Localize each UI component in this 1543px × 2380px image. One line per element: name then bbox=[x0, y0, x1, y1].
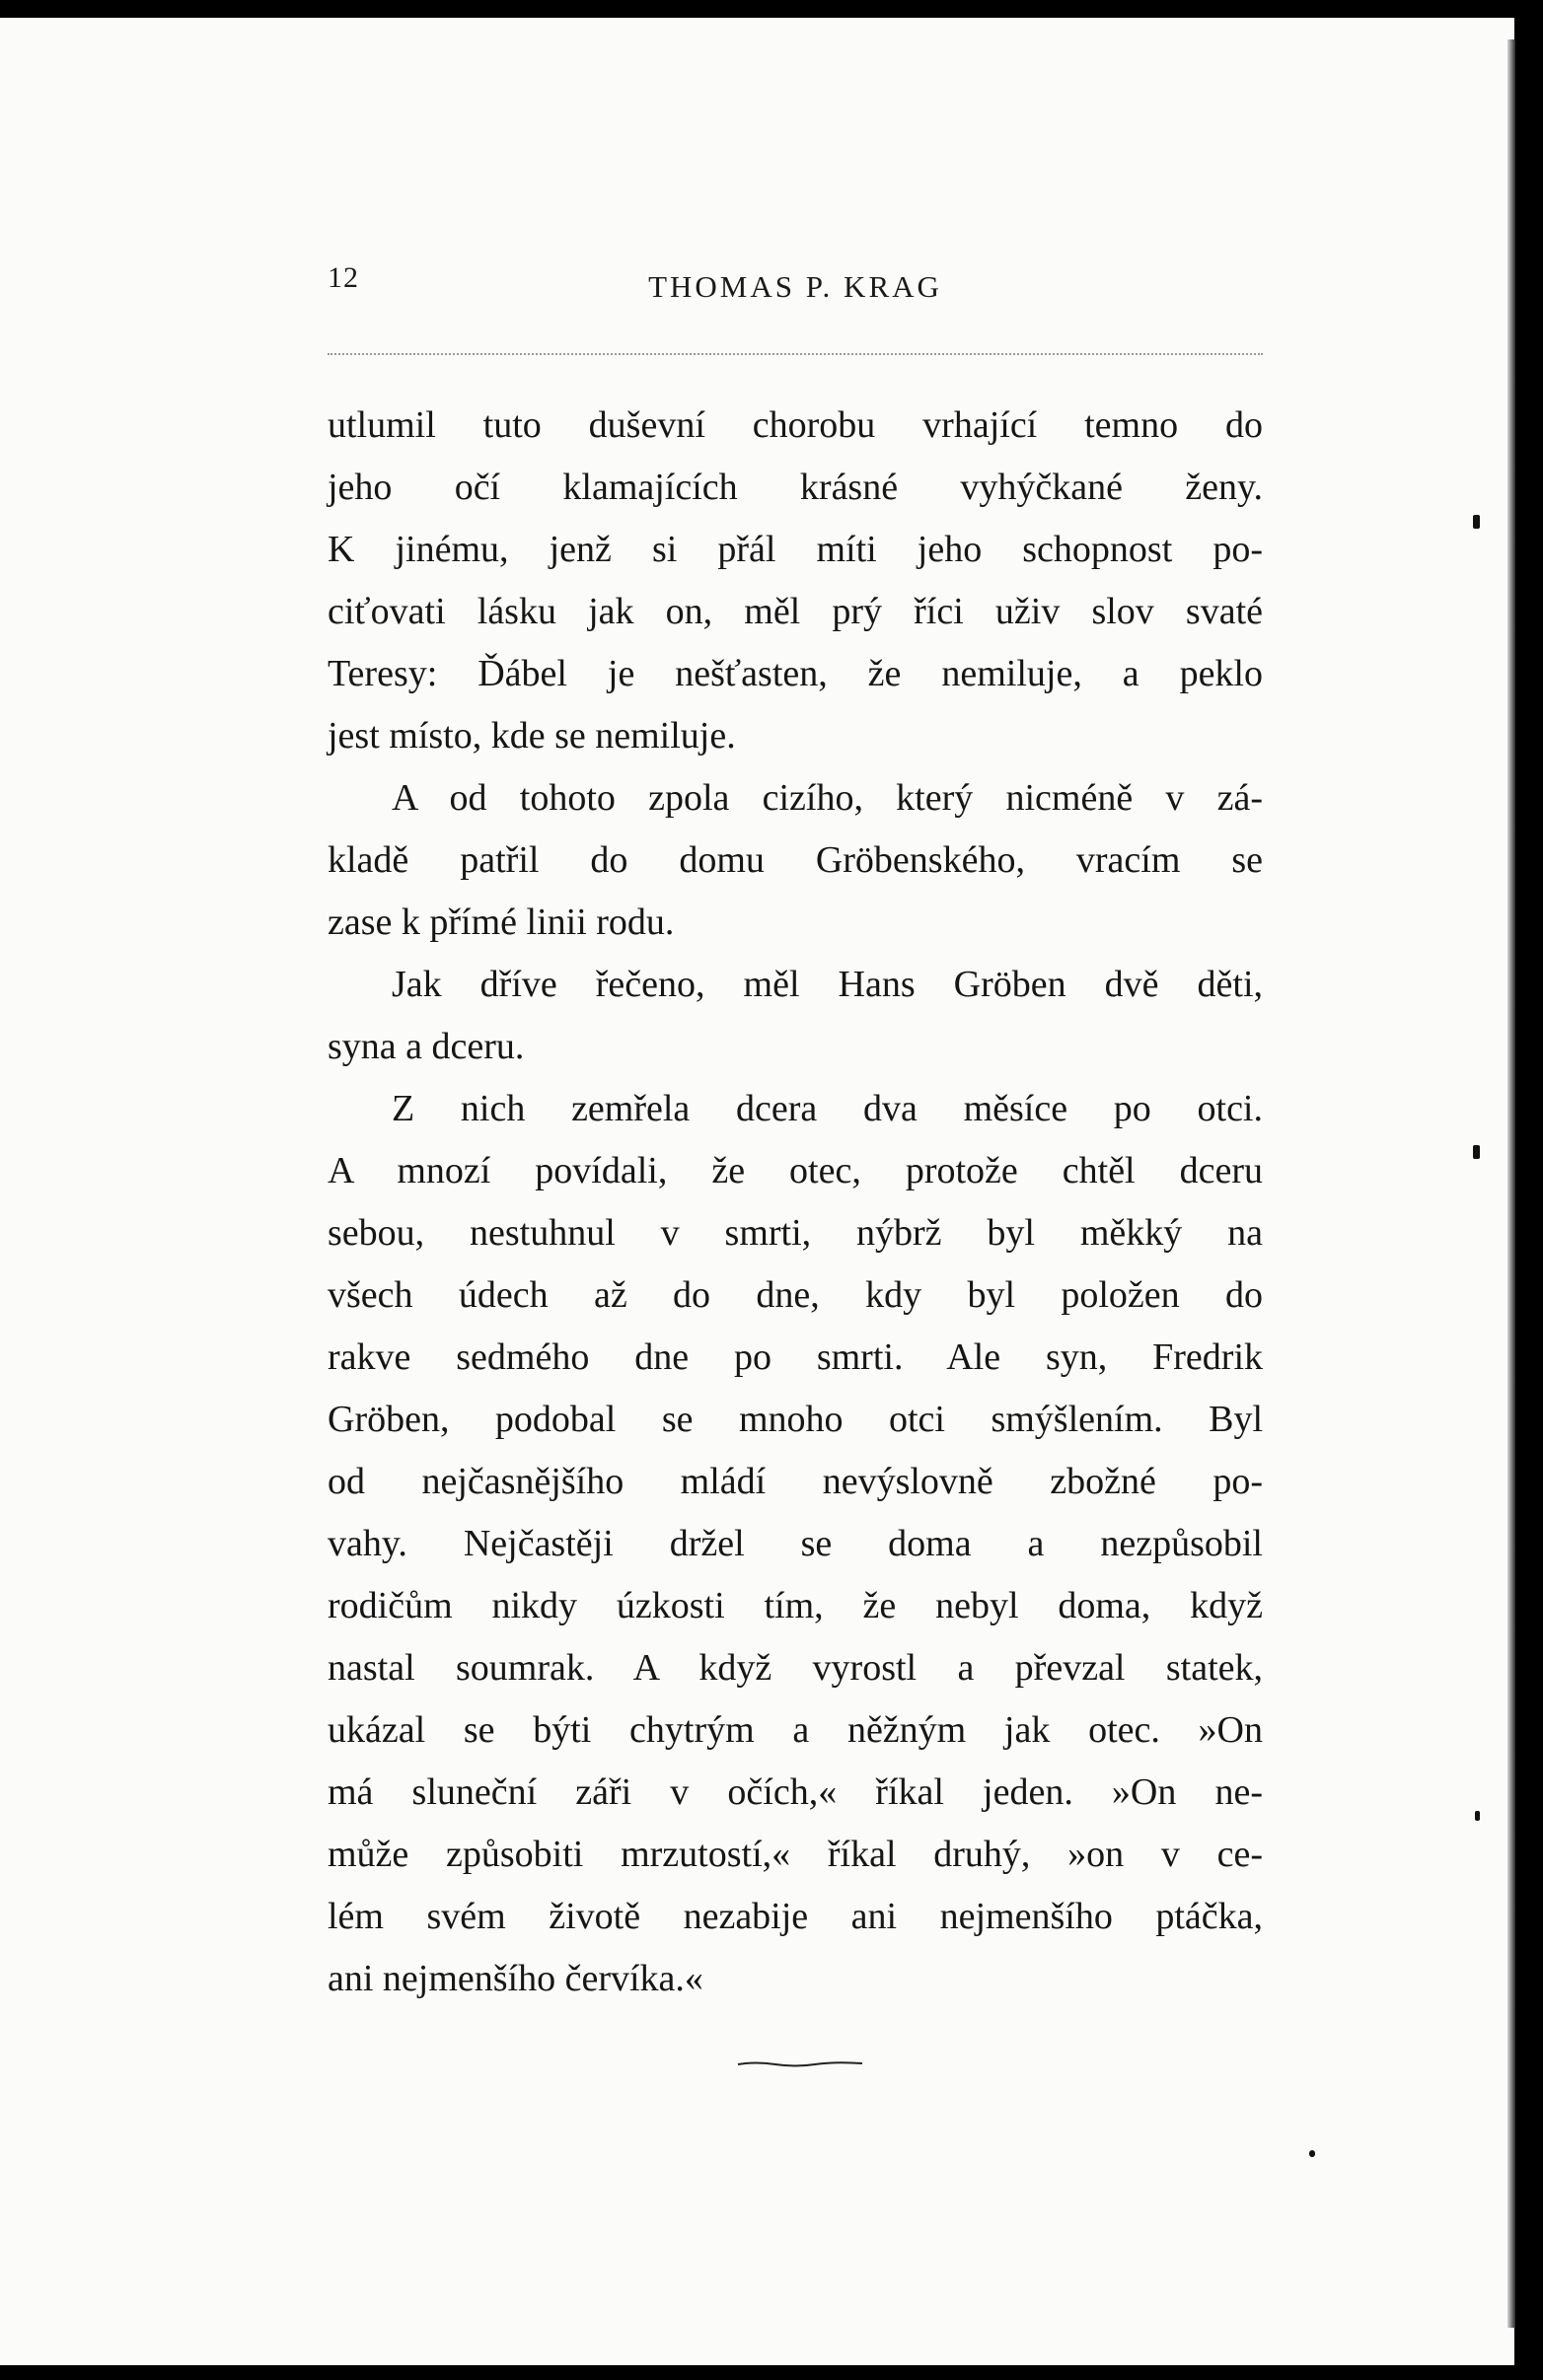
text-line: A mnozí povídali, že otec, protože chtěl dceru bbox=[328, 1150, 1263, 1191]
header-rule bbox=[328, 353, 1263, 355]
page-number: 12 bbox=[328, 261, 359, 294]
text-line: jest místo, kde se nemiluje. bbox=[328, 715, 736, 757]
text-line: syna a dceru. bbox=[328, 1026, 525, 1067]
body-text bbox=[328, 395, 1263, 2010]
text-line: Jak dříve řečeno, měl Hans Gröben dvě děti, bbox=[392, 964, 1263, 1005]
text-line: nastal soumrak. A když vyrostl a převzal statek, bbox=[328, 1647, 1263, 1689]
running-head: THOMAS P. KRAG bbox=[648, 269, 942, 304]
edge-mark bbox=[1473, 1145, 1480, 1159]
text-line: sebou, nestuhnul v smrti, nýbrž byl měkký na bbox=[328, 1212, 1263, 1254]
text-line: Gröben, podobal se mnoho otci smýšlením. Byl bbox=[328, 1399, 1263, 1440]
text-line: Z nich zemřela dcera dva měsíce po otci. bbox=[392, 1088, 1263, 1129]
page-header bbox=[328, 261, 1263, 311]
text-line: ciťovati lásku jak on, měl prý říci uživ slov svaté bbox=[328, 591, 1263, 632]
text-line: utlumil tuto duševní chorobu vrhající temno do bbox=[328, 404, 1263, 446]
text-line: A od tohoto zpola cizího, který nicméně v zá- bbox=[392, 777, 1263, 819]
text-line: kladě patřil do domu Gröbenského, vracím se bbox=[328, 839, 1263, 881]
text-line: od nejčasnějšího mládí nevýslovně zbožné po- bbox=[328, 1461, 1263, 1502]
edge-mark bbox=[1309, 2150, 1315, 2157]
text-line: ukázal se býti chytrým a něžným jak otec. »On bbox=[328, 1709, 1263, 1751]
text-line: rodičům nikdy úzkosti tím, že nebyl doma, když bbox=[328, 1585, 1263, 1626]
edge-mark bbox=[1473, 515, 1480, 529]
closing-ornament bbox=[736, 2057, 864, 2069]
text-line: Teresy: Ďábel je nešťasten, že nemiluje, a peklo bbox=[328, 653, 1263, 694]
text-line: lém svém životě nezabije ani nejmenšího ptáčka, bbox=[328, 1896, 1263, 1937]
text-line: všech údech až do dne, kdy byl položen do bbox=[328, 1274, 1263, 1316]
text-line: vahy. Nejčastěji držel se doma a nezpůsobil bbox=[328, 1523, 1263, 1564]
text-line: jeho očí klamajících krásné vyhýčkané ženy. bbox=[328, 467, 1263, 508]
text-line: K jinému, jenž si přál míti jeho schopnost po- bbox=[328, 529, 1263, 570]
text-line: rakve sedmého dne po smrti. Ale syn, Fredrik bbox=[328, 1336, 1263, 1378]
text-line: ani nejmenšího červíka.« bbox=[328, 1958, 703, 1999]
text-line: zase k přímé linii rodu. bbox=[328, 902, 675, 943]
page-binding-edge bbox=[1507, 39, 1515, 2328]
text-line: má sluneční záři v očích,« říkal jeden. »On ne- bbox=[328, 1771, 1263, 1813]
text-line: může způsobiti mrzutostí,« říkal druhý, »on v ce- bbox=[328, 1834, 1263, 1875]
edge-mark bbox=[1475, 1811, 1480, 1821]
